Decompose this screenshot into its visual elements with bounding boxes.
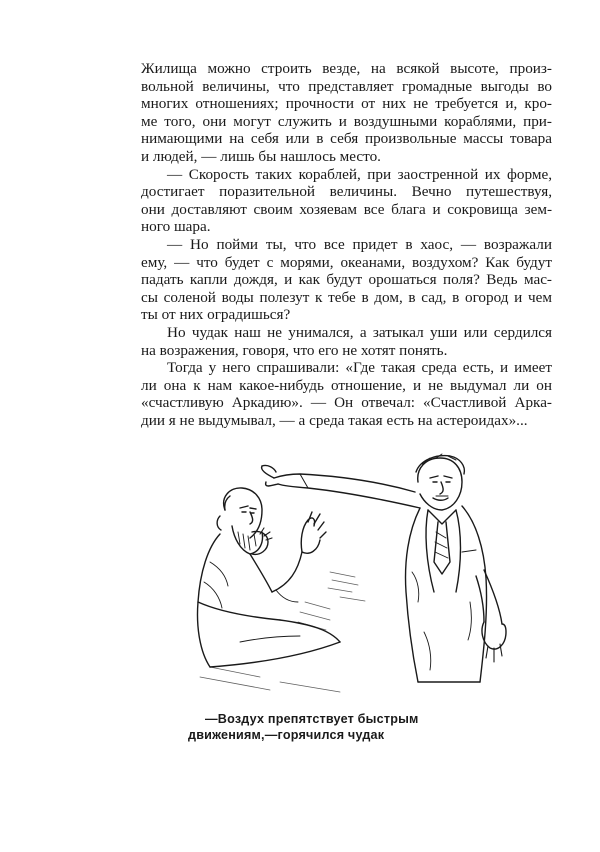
body-text [141, 60, 552, 429]
text-line: на возражения, говоря, что его не хотят понять. [141, 341, 448, 359]
text-line: нимающими на себя или в себя произвольные массы товара [141, 130, 552, 148]
caption-line-1: —Воздух препятствует быстрым [205, 712, 419, 726]
paragraph-2 [141, 166, 552, 236]
paragraph-1 [141, 60, 552, 166]
text-line: ему, — что будет с морями, океанами, воздухом? Как будут [141, 253, 552, 271]
text-line: ме того, они могут служить и воздушными кораблями, при- [141, 112, 552, 130]
text-line: Тогда у него спрашивали: «Где такая среда есть, и имеет [167, 359, 552, 377]
standing-gesturing-man [262, 454, 506, 682]
text-line: и людей, — лишь бы нашлось место. [141, 147, 381, 165]
text-line: — Скорость таких кораблей, при заостренной их форме, [167, 165, 552, 183]
caption-line-2: движениям,—горячился чудак [188, 727, 385, 742]
paragraph-4 [141, 324, 552, 359]
text-line: «счастливую Аркадию». — Он отвечал: «Счастливой Арка- [141, 394, 552, 412]
text-line: падать капли дождя, и как будут орошаться поля? Ведь мас- [141, 271, 552, 289]
text-line: ты от них оградишься? [141, 306, 291, 324]
illustration-two-men-arguing [180, 452, 535, 697]
illustration-caption [188, 712, 478, 743]
text-line: они доставляют своим хозяевам все блага и сокровища зем- [141, 200, 552, 218]
text-line: — Но пойми ты, что все придет в хаос, — возражали [167, 235, 552, 253]
text-line: Но чудак наш не унимался, а затыкал уши или сердился [167, 323, 552, 341]
text-line: ного шара. [141, 218, 211, 236]
text-line: ли она к нам какое-нибудь отношение, и не выдумал ли он [141, 376, 552, 394]
seated-bearded-man [198, 488, 341, 667]
text-line: Жилища можно строить везде, на всякой высоте, произ- [141, 60, 552, 77]
text-line: дии я не выдумывал, — а среда такая есть на астероидах»... [141, 411, 528, 429]
text-line: достигает поразительной величины. Вечно путешествуя, [141, 183, 552, 201]
text-line: сы соленой воды полезут к тебе в дом, в сад, в огород и чем [141, 288, 552, 306]
text-line: вольной величины, что представляет громадные выгоды во [141, 77, 552, 95]
text-line: многих отношениях; прочности от них не требуется и, кро- [141, 95, 552, 113]
paragraph-3 [141, 236, 552, 324]
paragraph-5 [141, 359, 552, 429]
